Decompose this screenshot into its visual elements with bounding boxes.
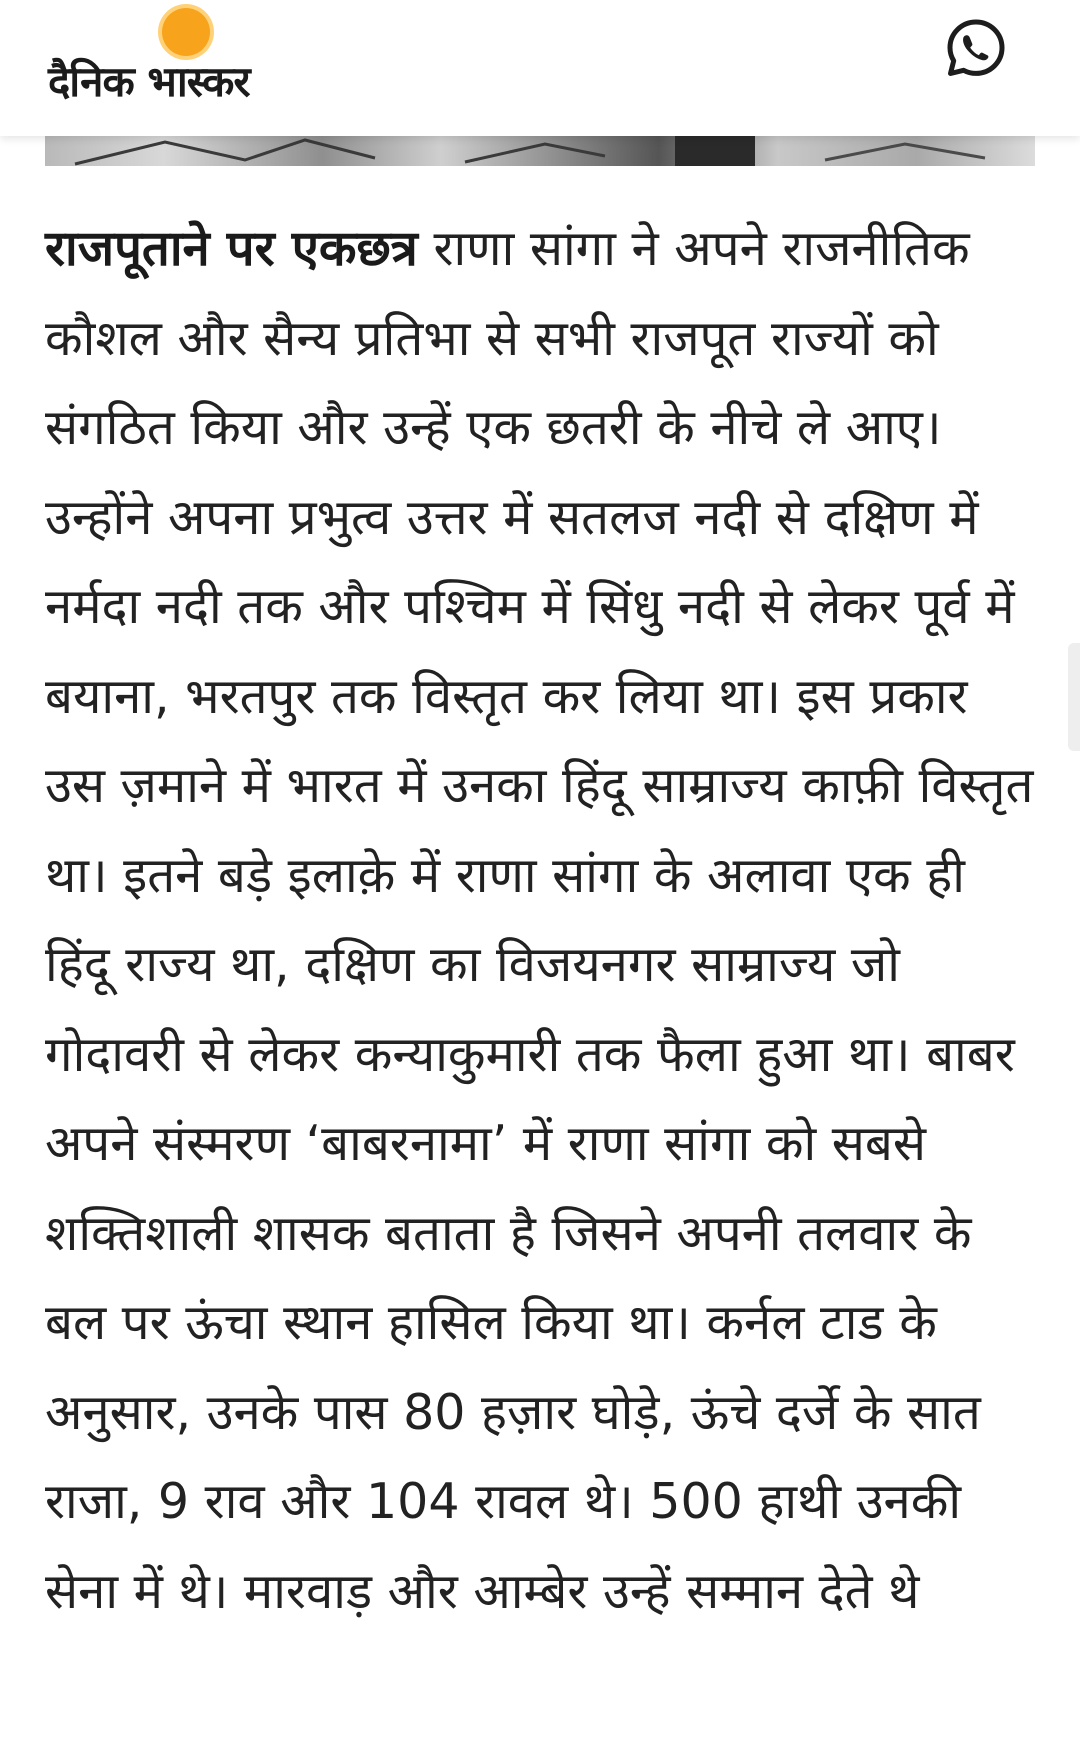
hero-image-sketch <box>45 136 1035 166</box>
sun-icon <box>162 8 210 56</box>
article-body: राणा सांगा ने अपने राजनीतिक कौशल और सैन्य प्रतिभा से सभी राजपूत राज्यों को संगठित किया और उन्हें एक छतरी के नीचे ले आए। उन्होंने अपना प्रभुत्व उत्तर में सतलज नदी से दक्षिण में नर्मदा नदी तक और पश्चिम में सिंधु नदी से लेकर पूर्व में बयाना, भरतपुर तक विस्तृत कर लिया था। इस प्रकार उस ज़माने में भारत में उनका हिंदू साम्राज्य काफ़ी विस्तृत था। इतने बड़े इलाक़े में राणा सांगा के अलावा एक ही हिंदू राज्य था, दक्षिण का विजयनगर साम्राज्य जो गोदावरी से लेकर कन्याकुमारी तक फैला हुआ था। बाबर अपने संस्मरण ‘बाबरनामा’ में राणा सांगा को सबसे शक्तिशाली शासक बताता है जिसने अपनी तलवार के बल पर ऊंचा स्थान हासिल किया था। कर्नल टाड के अनुसार, उनके पास 80 हज़ार घोड़े, ऊंचे दर्जे के सात राजा, 9 राव और 104 रावल थे। 500 हाथी उनकी सेना में थे। मारवाड़ और आम्बेर उन्हें सम्मान देते थे <box>45 220 1034 1620</box>
whatsapp-share-button[interactable] <box>944 16 1008 80</box>
article-paragraph <box>45 204 1040 1636</box>
whatsapp-icon <box>944 16 1008 80</box>
site-logo[interactable] <box>48 8 338 108</box>
logo-text: दैनिक भास्कर <box>48 57 250 106</box>
scrollbar[interactable] <box>1068 643 1080 751</box>
top-header <box>0 0 1080 136</box>
hero-image <box>45 136 1035 166</box>
article-lead: राजपूताने पर एकछत्र <box>45 220 418 277</box>
